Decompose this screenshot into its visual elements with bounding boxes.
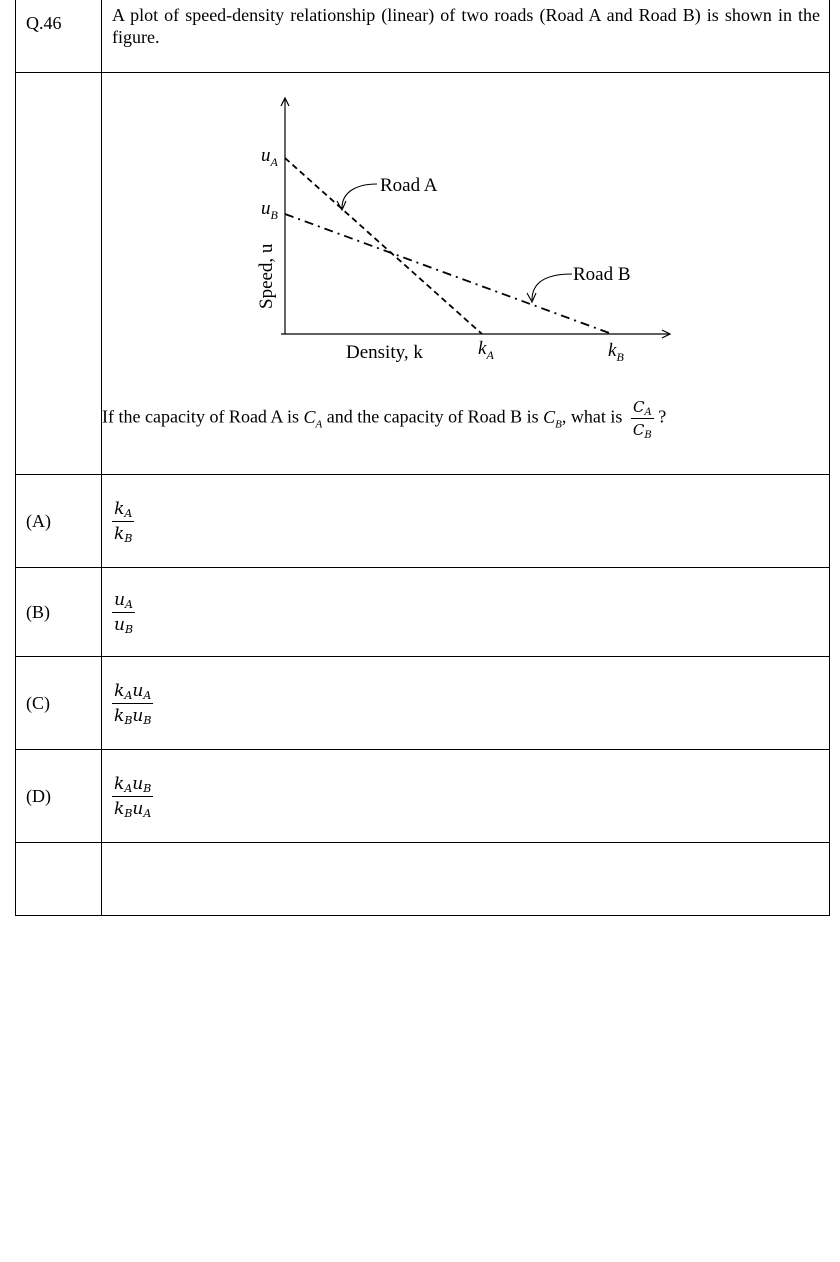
option-a-numerator: $k_A$ bbox=[114, 498, 133, 520]
capacity-ratio: $\frac{C_A}{C_B}$ bbox=[632, 398, 652, 441]
option-c-denominator: $k_Bu_B$ bbox=[114, 705, 152, 727]
ka-label: $k_A$ bbox=[478, 338, 494, 362]
speed-density-figure bbox=[180, 95, 700, 375]
option-d[interactable] bbox=[102, 750, 830, 843]
road-a-callout-arrow bbox=[342, 184, 377, 208]
option-b-denominator: $u_B$ bbox=[114, 614, 134, 636]
x-axis-title: Density, k bbox=[346, 342, 423, 363]
option-a-denominator: $k_B$ bbox=[114, 523, 133, 545]
option-d-denominator: $k_Bu_A$ bbox=[114, 798, 152, 820]
option-a-fraction bbox=[112, 499, 134, 544]
road-a-label: Road A bbox=[380, 175, 438, 196]
option-c-numerator: $k_Au_A$ bbox=[114, 680, 152, 702]
option-c[interactable] bbox=[102, 657, 830, 750]
question-stem-cell bbox=[102, 0, 830, 73]
option-d-numerator: $k_Au_B$ bbox=[114, 773, 152, 795]
option-a-label[interactable]: (A) bbox=[16, 475, 102, 568]
road-b-label: Road B bbox=[573, 264, 631, 285]
question-number-cell bbox=[16, 0, 102, 73]
option-c-fraction bbox=[112, 681, 153, 726]
option-b-label[interactable]: (B) bbox=[16, 568, 102, 657]
cb-symbol: $C_B$ bbox=[543, 406, 562, 431]
kb-label: $k_B$ bbox=[608, 340, 624, 364]
ub-label: $u_B$ bbox=[261, 198, 278, 222]
question-number: Q.46 bbox=[26, 13, 62, 33]
option-c-label[interactable]: (C) bbox=[16, 657, 102, 750]
answer-blank-label-cell bbox=[16, 843, 102, 916]
answer-blank-cell bbox=[102, 843, 830, 916]
option-d-fraction bbox=[112, 774, 153, 819]
road-b-arrowhead bbox=[527, 293, 536, 302]
figure-blank-cell bbox=[16, 73, 102, 475]
question-prompt: If the capacity of Road A is $C_A$ and the capacity of Road B is $C_B$, what is $\frac{C_A}{C_B}$ ? bbox=[102, 398, 667, 441]
ca-symbol: $C_A$ bbox=[303, 406, 323, 431]
option-b[interactable] bbox=[102, 568, 830, 657]
option-a[interactable] bbox=[102, 475, 830, 568]
question-stem: A plot of speed-density relationship (linear) of two roads (Road A and Road B) is shown in the figure. bbox=[112, 5, 820, 47]
option-b-fraction bbox=[112, 590, 135, 635]
road-b-callout-arrow bbox=[532, 274, 572, 300]
ua-label: $u_A$ bbox=[261, 145, 278, 169]
y-axis-title: Speed, u bbox=[256, 243, 277, 309]
option-d-label[interactable]: (D) bbox=[16, 750, 102, 843]
option-b-numerator: $u_A$ bbox=[114, 589, 133, 611]
